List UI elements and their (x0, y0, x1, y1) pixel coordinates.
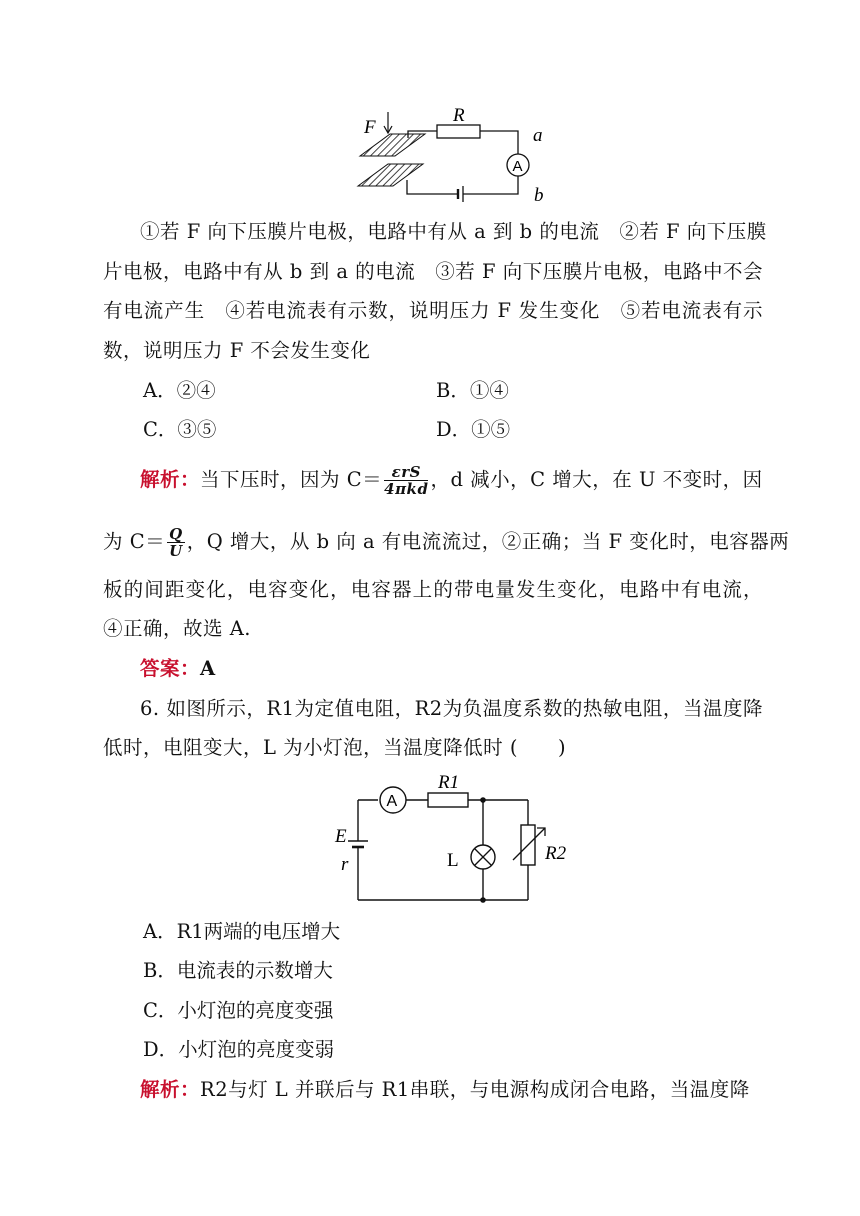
ammeter-label: A (386, 793, 398, 810)
q5-option-d: D．①⑤ (436, 418, 511, 441)
fraction-numerator: εrS (384, 464, 428, 481)
q6-stem-line-2: 低时，电阻变大，L 为小灯泡，当温度降低时 ( ) (103, 736, 567, 759)
q6-option-c: C．小灯泡的亮度变强 (143, 999, 334, 1022)
capacitance-formula (384, 464, 428, 497)
statement-line-3: 有电流产生 ④若电流表有示数，说明压力 F 发生变化 ⑤若电流表有示 (103, 299, 763, 322)
q5-analysis-line-2 (103, 525, 790, 560)
analysis-text: ，d 减小，C 增大，在 U 不变时，因 (430, 468, 763, 491)
ammeter-label: A (512, 158, 523, 175)
q6-analysis-line-1 (140, 1076, 763, 1104)
resistor-R1 (428, 793, 468, 807)
label-F: F (364, 117, 376, 138)
charge-formula (167, 526, 185, 559)
analysis-text: 当下压时，因为 C＝ (200, 468, 383, 491)
fraction-denominator: 4πkd (384, 480, 429, 498)
label-r: r (341, 854, 349, 875)
fraction-numerator: Q (169, 525, 183, 543)
q5-answer (140, 655, 763, 683)
analysis-label: 解析： (140, 468, 201, 491)
q6-option-b: B．电流表的示数增大 (143, 959, 333, 982)
q5-option-a: A．②④ (143, 379, 216, 402)
statement-line-1: ①若 F 向下压膜片电极，电路中有从 a 到 b 的电流 ②若 F 向下压膜 (140, 220, 767, 243)
q5-option-c: C．③⑤ (143, 418, 217, 441)
analysis-text: ，Q 增大，从 b 向 a 有电流流过，②正确；当 F 变化时，电容器两 (186, 530, 790, 553)
label-E: E (335, 826, 347, 847)
thermistor-circuit-diagram (330, 770, 580, 910)
q6-stem-line-1: 6. 如图所示，R1为定值电阻，R2为负温度系数的热敏电阻，当温度降 (140, 697, 763, 720)
bottom-plate (358, 164, 423, 186)
label-R2: R2 (545, 843, 567, 864)
answer-value: A (200, 657, 216, 680)
statement-line-2: 片电极，电路中有从 b 到 a 的电流 ③若 F 向下压膜片电极，电路中不会 (103, 260, 763, 283)
statement-line-4: 数，说明压力 F 不会发生变化 (103, 339, 371, 362)
analysis-label: 解析： (140, 1078, 201, 1101)
analysis-text: R2与灯 L 并联后与 R1串联，与电源构成闭合电路，当温度降 (200, 1078, 750, 1101)
answer-label: 答案： (140, 657, 201, 680)
analysis-text: 为 C＝ (103, 530, 166, 553)
q5-analysis-line-3: 板的间距变化，电容变化，电容器上的带电量发生变化，电路中有电流， (103, 578, 763, 601)
q5-option-b: B．①④ (436, 379, 509, 402)
q6-option-a: A．R1两端的电压增大 (143, 920, 341, 943)
capacitor-circuit-diagram (350, 98, 570, 206)
q6-option-d: D．小灯泡的亮度变弱 (143, 1038, 335, 1061)
fraction-denominator: U (169, 542, 183, 560)
label-b: b (534, 185, 544, 206)
resistor-R (437, 125, 480, 138)
label-L: L (447, 850, 459, 871)
q5-analysis-line-1 (140, 464, 763, 497)
label-R1: R1 (438, 772, 460, 793)
label-a: a (533, 125, 543, 146)
q5-analysis-line-4: ④正确，故选 A. (103, 617, 251, 640)
label-R: R (453, 105, 465, 126)
